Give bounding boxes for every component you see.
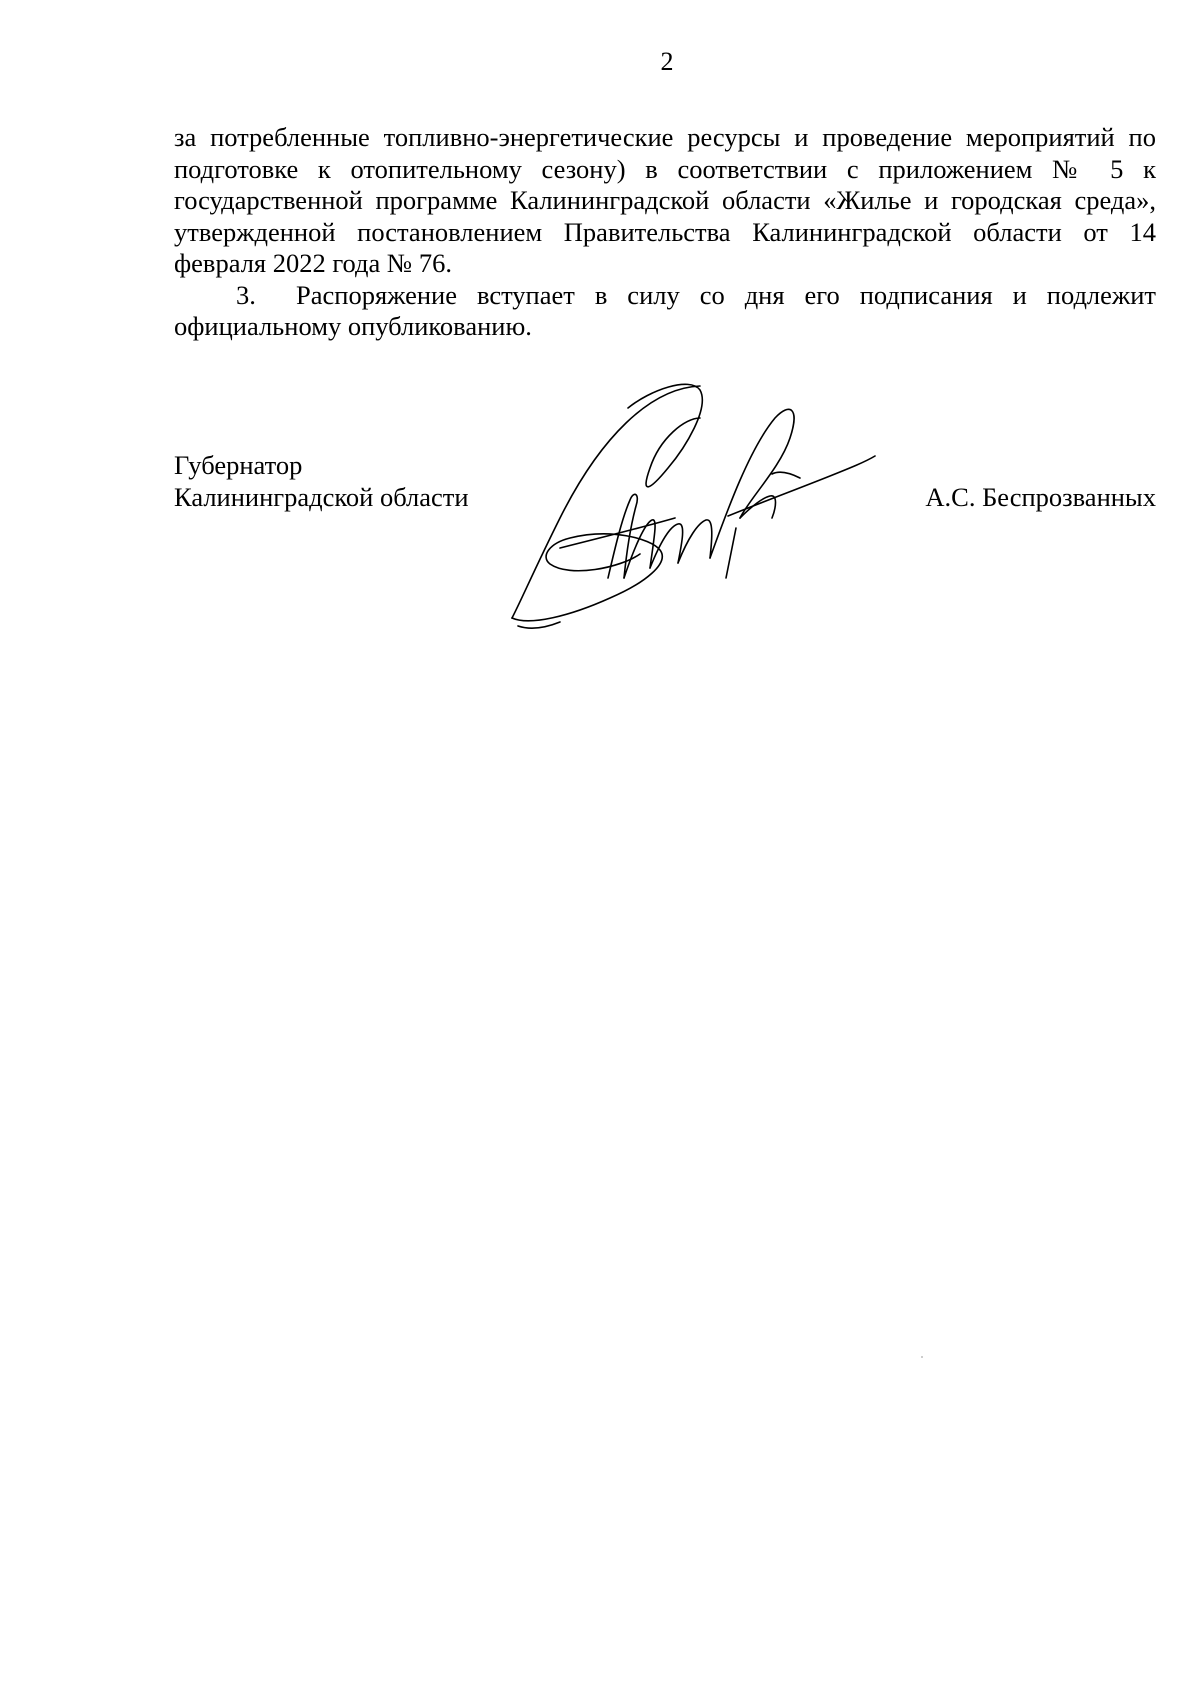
page-number: 2 bbox=[660, 47, 674, 76]
handwritten-signature bbox=[500, 378, 900, 638]
paragraph-item-3 bbox=[174, 280, 1156, 343]
scan-artifact bbox=[921, 1356, 923, 1358]
item-number: 3. bbox=[236, 279, 256, 310]
item-text: Распоряжение вступает в силу со дня его подписания и подлежит официальному опубликованию. bbox=[174, 279, 1156, 341]
signatory-name: А.С. Беспрозванных bbox=[925, 481, 1156, 512]
paragraph-continuation: за потребленные топливно-энергетические ресурсы и проведение мероприятий по подготовке к отопительному сезону) в соответствии с приложением № 5 к государственной программе Калининградской области «Жилье и городская среда», утвержденной постановлением Правительства Калининградской области от 14 февраля 2022 года № 76. bbox=[174, 122, 1156, 278]
position-line-1: Губернатор bbox=[174, 450, 303, 480]
document-body bbox=[174, 122, 1156, 343]
signatory-position bbox=[174, 450, 469, 513]
position-line-2: Калининградской области bbox=[174, 481, 469, 512]
